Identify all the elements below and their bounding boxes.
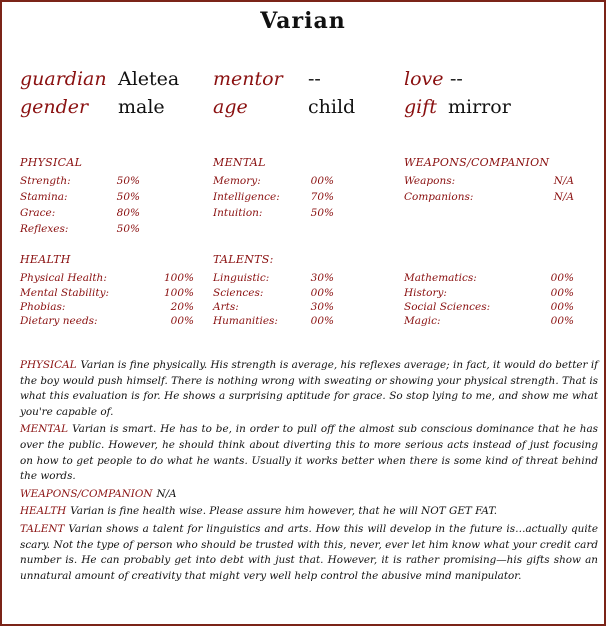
social-sciences-value: 00%	[550, 301, 574, 313]
companions-label: Companions:	[404, 191, 474, 203]
gender-label: gender	[20, 96, 89, 118]
mental-section-title: MENTAL	[213, 156, 266, 169]
love-value: --	[450, 68, 463, 90]
guardian-value: Aletea	[118, 68, 180, 90]
gender-value: male	[118, 96, 165, 118]
sciences-value: 00%	[310, 287, 334, 299]
page-title: Varian	[260, 8, 346, 34]
memory-label: Memory:	[213, 175, 261, 187]
history-value: 00%	[550, 287, 574, 299]
reflexes-value: 50%	[116, 223, 140, 235]
age-label: age	[213, 96, 248, 118]
humanities-label: Humanities:	[213, 315, 278, 327]
mental-note	[20, 422, 598, 484]
mentor-value: --	[308, 68, 321, 90]
memory-value: 00%	[310, 175, 334, 187]
mathematics-value: 00%	[550, 272, 574, 284]
talent-note-label: TALENT	[20, 522, 65, 535]
weapons-section-title: WEAPONS/COMPANION	[404, 156, 550, 169]
talents-section-title: TALENTS:	[213, 253, 274, 266]
mental-note-label: MENTAL	[20, 423, 69, 436]
physical-note	[20, 358, 598, 420]
weapons-note-text: N/A	[156, 487, 177, 500]
companions-value: N/A	[553, 191, 574, 203]
weapons-note	[20, 487, 598, 503]
linguistic-label: Linguistic:	[213, 272, 270, 284]
grace-label: Grace:	[20, 207, 56, 219]
humanities-value: 00%	[310, 315, 334, 327]
strength-value: 50%	[116, 175, 140, 187]
intuition-label: Intuition:	[213, 207, 263, 219]
health-note-text: Varian is fine health wise. Please assure him however, that he will NOT GET FAT.	[70, 505, 498, 518]
weapons-note-label: WEAPONS/COMPANION	[20, 487, 153, 500]
health-note-label: HEALTH	[20, 505, 67, 518]
stamina-value: 50%	[116, 191, 140, 203]
stamina-label: Stamina:	[20, 191, 68, 203]
mathematics-label: Mathematics:	[404, 272, 477, 284]
weapons-value: N/A	[553, 175, 574, 187]
weapons-label: Weapons:	[404, 175, 456, 187]
evaluation-notes	[20, 358, 598, 586]
intelligence-value: 70%	[310, 191, 334, 203]
linguistic-value: 30%	[310, 272, 334, 284]
physical-health-label: Physical Health:	[20, 272, 107, 284]
gift-label: gift	[404, 96, 437, 118]
physical-note-text: Varian is fine physically. His strength is average, his reflexes average; in fact, it would do better if the boy would push himself. There is nothing wrong with sweating or showing your physical strength. That is what this evaluation is for. He shows a surprising aptitude for grace. So stop lying to me, and show me what you're capable of.	[20, 359, 598, 418]
mental-note-text: Varian is smart. He has to be, in order to pull off the almost sub conscious dominance that he has over the public. However, he should think about diverting this to more serious acts instead of just focusing on how to get people to do what he wants. Usually it works better when there is some kind of threat behind the words.	[20, 423, 598, 483]
magic-value: 00%	[550, 315, 574, 327]
talent-note-text: Varian shows a talent for linguistics and arts. How this will develop in the future is…actually quite scary. Not the type of person who should be trusted with this, never, ever let him know what your credit card number is. He can probably get into debt with just that. However, it is rather promising—his gifts show an unnatural amount of creativity that might very well help control the abusive mind manipulator.	[20, 522, 598, 582]
strength-label: Strength:	[20, 175, 71, 187]
history-label: History:	[404, 287, 447, 299]
health-section-title: HEALTH	[20, 253, 71, 266]
phobias-value: 20%	[170, 301, 194, 313]
intuition-value: 50%	[310, 207, 334, 219]
arts-value: 30%	[310, 301, 334, 313]
sciences-label: Sciences:	[213, 287, 264, 299]
health-note	[20, 504, 598, 520]
reflexes-label: Reflexes:	[20, 223, 69, 235]
dietary-needs-value: 00%	[170, 315, 194, 327]
mental-stability-label: Mental Stability:	[20, 287, 110, 299]
physical-note-label: PHYSICAL	[20, 359, 77, 371]
mentor-label: mentor	[213, 68, 283, 90]
phobias-label: Phobias:	[20, 301, 66, 313]
magic-label: Magic:	[404, 315, 441, 327]
physical-health-value: 100%	[163, 272, 194, 284]
physical-section-title: PHYSICAL	[20, 156, 83, 169]
dietary-needs-label: Dietary needs:	[20, 315, 98, 327]
grace-value: 80%	[116, 207, 140, 219]
intelligence-label: Intelligence:	[213, 191, 280, 203]
mental-stability-value: 100%	[163, 287, 194, 299]
social-sciences-label: Social Sciences:	[404, 301, 491, 313]
age-value: child	[308, 96, 356, 118]
love-label: love	[404, 68, 444, 90]
arts-label: Arts:	[213, 301, 239, 313]
talent-note	[20, 522, 598, 584]
guardian-label: guardian	[20, 68, 107, 90]
gift-value: mirror	[448, 96, 511, 118]
